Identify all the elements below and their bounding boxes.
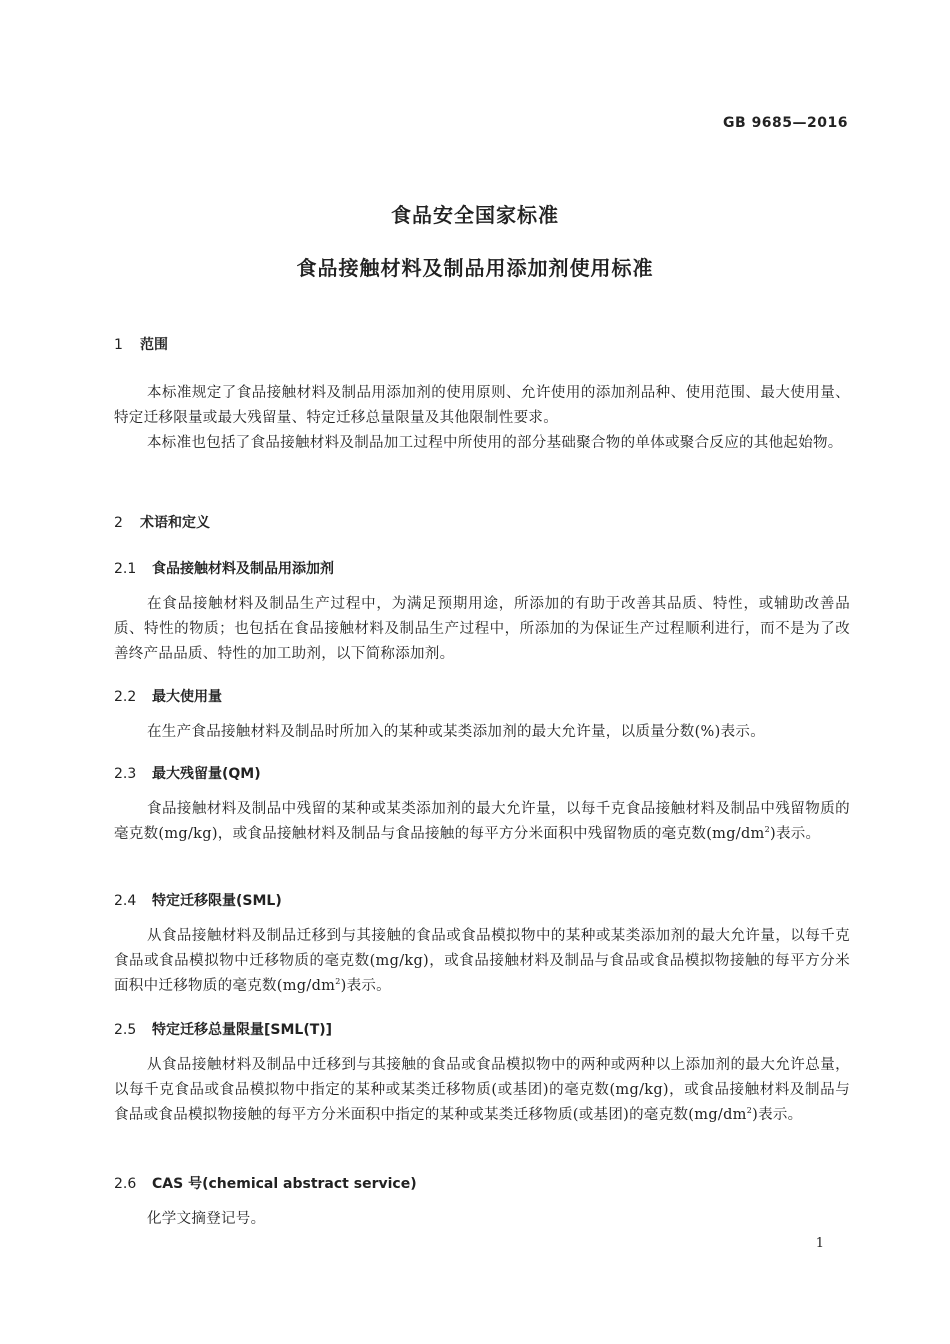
paragraph-text: 食品接触材料及制品中残留的某种或某类添加剂的最大允许量，以每千克食品接触材料及制品中残留物质的毫克数(mg/kg)，或食品接触材料及制品与食品接触的每平方分米面积中残留物质的毫克数(mg/dm [114,801,850,842]
section-2-2-paragraph: 在生产食品接触材料及制品时所加入的某种或某类添加剂的最大允许量，以质量分数(%)表示。 [147,724,765,740]
section-number: 1 [114,337,123,353]
section-heading-1 [114,334,168,354]
section-number: 2 [114,515,123,531]
superscript: 2 [335,977,341,986]
section-title: 最大残留量(QM) [152,766,261,782]
section-2-5-paragraph [114,1053,850,1128]
page-title: 食品安全国家标准 [391,203,559,227]
section-number: 2.4 [114,893,137,909]
paragraph-text: 从食品接触材料及制品中迁移到与其接触的食品或食品模拟物中的两种或两种以上添加剂的最大允许总量，以每千克食品或食品模拟物中指定的某种或某类迁移物质(或基团)的毫克数(mg/kg)，或食品接触材料及制品与食品或食品模拟物接触的每平方分米面积中指定的某种或某类迁移物质(或基团)的毫克数(mg/dm [114,1057,850,1123]
section-heading-2-2 [114,686,222,706]
paragraph-text-end: )表示。 [752,1107,803,1123]
section-heading-2-6 [114,1173,417,1193]
section-number: 2.5 [114,1022,137,1038]
superscript: 2 [764,825,770,834]
section-number: 2.2 [114,689,137,705]
section-title: 术语和定义 [140,515,210,531]
section-number: 2.6 [114,1176,137,1192]
superscript: 2 [746,1106,753,1115]
paragraph-text: 从食品接触材料及制品迁移到与其接触的食品或食品模拟物中的某种或某类添加剂的最大允许量，以每千克食品或食品模拟物中迁移物质的毫克数(mg/kg)，或食品接触材料及制品与食品或食品模拟物接触的每平方分米面积中迁移物质的毫克数(mg/dm [114,928,850,994]
section-title: 最大使用量 [152,689,222,705]
section-title: 特定迁移限量(SML) [152,893,282,909]
section-1-paragraph-2: 本标准也包括了食品接触材料及制品加工过程中所使用的部分基础聚合物的单体或聚合反应的其他起始物。 [147,435,843,451]
section-number: 2.3 [114,766,137,782]
section-2-6-paragraph: 化学文摘登记号。 [147,1211,266,1227]
section-title: 范围 [140,337,168,353]
section-heading-2-5 [114,1019,332,1039]
section-title: 特定迁移总量限量[SML(T)] [152,1022,333,1038]
section-2-3-paragraph [114,797,850,847]
standard-code: GB 9685—2016 [723,115,848,131]
page-number: 1 [815,1236,824,1251]
paragraph-text-end: )表示。 [340,978,391,994]
section-2-1-paragraph: 在食品接触材料及制品生产过程中，为满足预期用途，所添加的有助于改善其品质、特性，或辅助改善品质、特性的物质；也包括在食品接触材料及制品生产过程中，所添加的为保证生产过程顺利进行，而不是为了改善终产品品质、特性的加工助剂，以下简称添加剂。 [114,596,850,662]
section-title: CAS 号(chemical abstract service) [152,1176,417,1192]
page-subtitle: 食品接触材料及制品用添加剂使用标准 [296,256,654,280]
paragraph-text-end: )表示。 [770,826,821,842]
section-1-paragraph-1: 本标准规定了食品接触材料及制品用添加剂的使用原则、允许使用的添加剂品种、使用范围、最大使用量、特定迁移限量或最大残留量、特定迁移总量限量及其他限制性要求。 [114,385,850,426]
section-heading-2-3 [114,763,261,783]
section-number: 2.1 [114,561,137,577]
section-heading-2-1 [114,558,334,578]
section-2-4-paragraph [114,924,850,999]
section-heading-2-4 [114,890,282,910]
section-heading-2 [114,512,210,532]
section-title: 食品接触材料及制品用添加剂 [152,561,334,577]
